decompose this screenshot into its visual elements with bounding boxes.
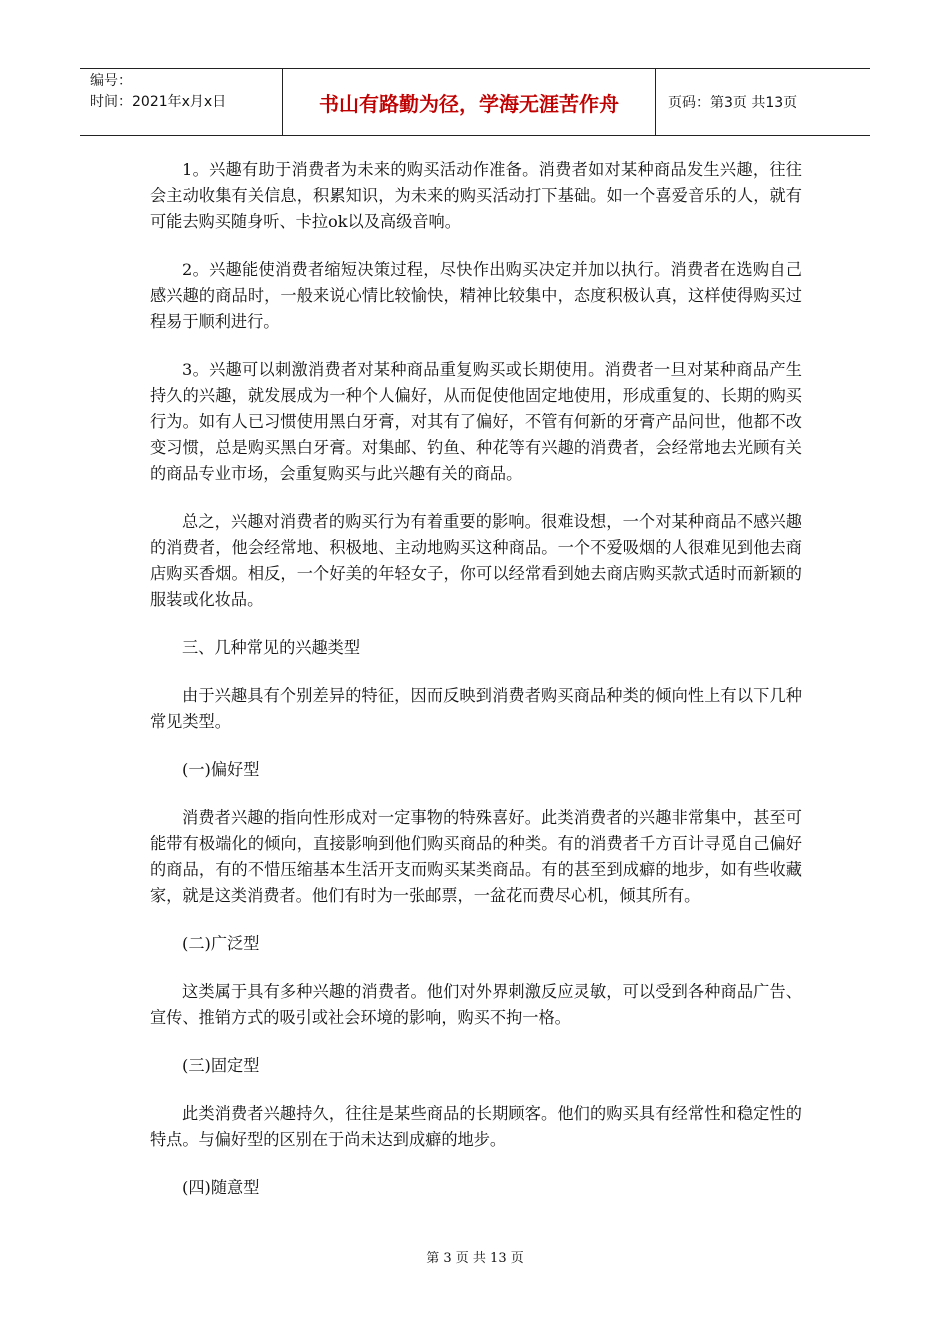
header-page-info: 页码：第3页 共13页 [668, 95, 798, 111]
paragraph-1: 1。兴趣有助于消费者为未来的购买活动作准备。消费者如对某种商品发生兴趣，往往会主动收集有关信息，积累知识，为未来的购买活动打下基础。如一个喜爱音乐的人，就有可能去购买随身听、卡拉ok以及高级音响。 [150, 160, 802, 231]
document-body [150, 157, 802, 1223]
subheading-fixed: (三)固定型 [182, 1056, 260, 1075]
paragraph-intro: 由于兴趣具有个别差异的特征，因而反映到消费者购买商品种类的倾向性上有以下几种常见类型。 [150, 686, 802, 731]
paragraph-preference: 消费者兴趣的指向性形成对一定事物的特殊喜好。此类消费者的兴趣非常集中，甚至可能带有极端化的倾向，直接影响到他们购买商品的种类。有的消费者千方百计寻觅自己偏好的商品，有的不惜压缩基本生活开支而购买某类商品。有的甚至到成癖的地步，如有些收藏家，就是这类消费者。他们有时为一张邮票，一盆花而费尽心机，倾其所有。 [150, 808, 802, 905]
paragraph-summary: 总之，兴趣对消费者的购买行为有着重要的影响。很难设想，一个对某种商品不感兴趣的消费者，他会经常地、积极地、主动地购买这种商品。一个不爱吸烟的人很难见到他去商店购买香烟。相反，一个好美的年轻女子，你可以经常看到她去商店购买款式适时而新颖的服装或化妆品。 [150, 512, 802, 609]
section-heading: 三、几种常见的兴趣类型 [182, 638, 361, 657]
document-header [80, 68, 870, 136]
time-label: 时间：2021年x月x日 [90, 94, 227, 110]
number-label: 编号： [90, 73, 132, 89]
paragraph-3: 3。兴趣可以刺激消费者对某种商品重复购买或长期使用。消费者一旦对某种商品产生持久的兴趣，就发展成为一种个人偏好，从而促使他固定地使用，形成重复的、长期的购买行为。如有人已习惯使用黑白牙膏，对其有了偏好，不管有何新的牙膏产品问世，他都不改变习惯，总是购买黑白牙膏。对集邮、钓鱼、种花等有兴趣的消费者，会经常地去光顾有关的商品专业市场，会重复购买与此兴趣有关的商品。 [150, 360, 802, 483]
paragraph-2: 2。兴趣能使消费者缩短决策过程，尽快作出购买决定并加以执行。消费者在选购自己感兴趣的商品时，一般来说心情比较愉快，精神比较集中，态度积极认真，这样使得购买过程易于顺利进行。 [150, 260, 802, 331]
paragraph-fixed: 此类消费者兴趣持久，往往是某些商品的长期顾客。他们的购买具有经常性和稳定性的特点。与偏好型的区别在于尚未达到成癖的地步。 [150, 1104, 802, 1149]
header-motto: 书山有路勤为径，学海无涯苦作舟 [282, 69, 656, 135]
subheading-casual: (四)随意型 [182, 1178, 260, 1197]
subheading-preference: (一)偏好型 [182, 760, 260, 779]
subheading-broad: (二)广泛型 [182, 934, 260, 953]
header-meta [80, 69, 282, 135]
paragraph-broad: 这类属于具有多种兴趣的消费者。他们对外界刺激反应灵敏，可以受到各种商品广告、宣传、推销方式的吸引或社会环境的影响，购买不拘一格。 [150, 982, 802, 1027]
page-footer: 第 3 页 共 13 页 [426, 1251, 524, 1266]
